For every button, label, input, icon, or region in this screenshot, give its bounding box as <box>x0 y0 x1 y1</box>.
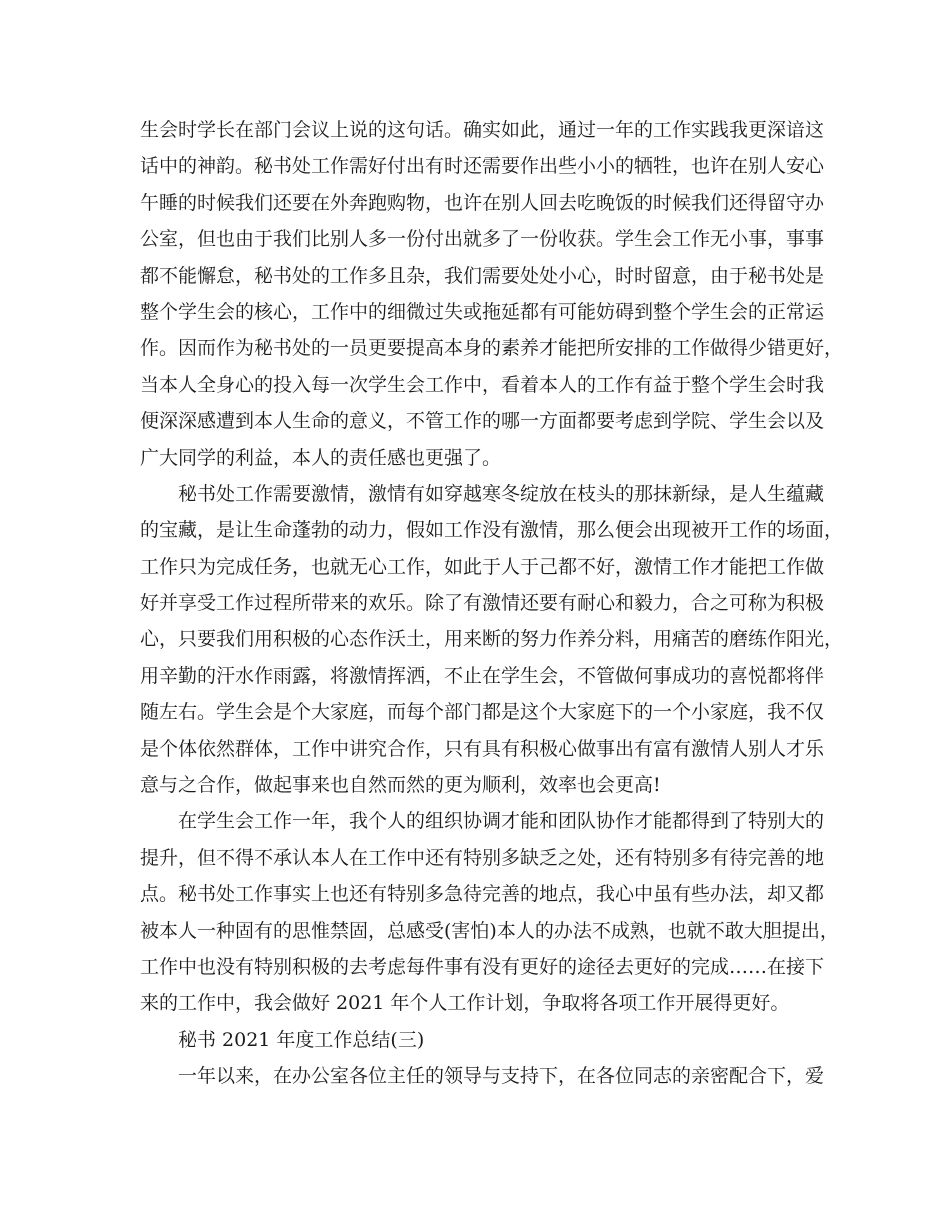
paragraph-end-line: 意与之合作，做起事来也自然而然的更为顺利，效率也会更高! <box>140 774 661 797</box>
text-line: 提升，但不得不承认本人在工作中还有特别多缺乏之处，还有特别多有待完善的地 <box>140 846 825 869</box>
paragraph-first-line: 秘书处工作需要激情，激情有如穿越寒冬绽放在枝头的那抹新绿，是人生蕴藏 <box>178 482 825 505</box>
text-line: 话中的神韵。秘书处工作需好付出有时还需要作出些小小的牺牲，也许在别人安心 <box>140 155 825 178</box>
paragraph-first-line: 一年以来，在办公室各位主任的领导与支持下，在各位同志的亲密配合下，爱 <box>178 1065 825 1088</box>
text-line: 便深深感遭到本人生命的意义，不管工作的哪一方面都要考虑到学院、学生会以及 <box>140 410 825 433</box>
text-line: 工作中也没有特别积极的去考虑每件事有没有更好的途径去更好的完成……在接下 <box>140 955 825 978</box>
section-heading: 秘书 2021 年度工作总结(三) <box>178 1028 425 1051</box>
text-line: 工作只为完成任务，也就无心工作，如此于人于己都不好，激情工作才能把工作做 <box>140 555 825 578</box>
paragraph-first-line: 在学生会工作一年，我个人的组织协调才能和团队协作才能都得到了特别大的 <box>178 810 825 833</box>
paragraph-end-line: 来的工作中，我会做好 2021 年个人工作计划，争取将各项工作开展得更好。 <box>140 992 790 1015</box>
text-line: 被本人一种固有的思惟禁固，总感受(害怕)本人的办法不成熟，也就不敢大胆提出， <box>140 919 839 942</box>
text-line: 是个体依然群体，工作中讲究合作，只有具有积极心做事出有富有激情人别人才乐 <box>140 737 825 760</box>
text-line: 的宝藏，是让生命蓬勃的动力，假如工作没有激情，那么便会出现被开工作的场面， <box>140 519 844 542</box>
text-line: 都不能懈怠，秘书处的工作多且杂，我们需要处处小心，时时留意，由于秘书处是 <box>140 264 825 287</box>
text-line: 当本人全身心的投入每一次学生会工作中，看着本人的工作有益于整个学生会时我 <box>140 373 825 396</box>
text-line: 用辛勤的汗水作雨露，将激情挥洒，不止在学生会，不管做何事成功的喜悦都将伴 <box>140 664 825 687</box>
text-line: 整个学生会的核心，工作中的细微过失或拖延都有可能妨碍到整个学生会的正常运 <box>140 300 825 323</box>
paragraph-end-line: 广大同学的利益，本人的责任感也更强了。 <box>140 446 502 469</box>
document-body <box>140 112 844 1095</box>
text-line: 好并享受工作过程所带来的欢乐。除了有激情还要有耐心和毅力，合之可称为积极 <box>140 592 825 615</box>
text-line: 作。因而作为秘书处的一员更要提高本身的素养才能把所安排的工作做得少错更好， <box>140 337 844 360</box>
text-line: 心，只要我们用积极的心态作沃土，用来断的努力作养分料，用痛苦的磨练作阳光， <box>140 628 844 651</box>
text-line: 午睡的时候我们还要在外奔跑购物，也许在别人回去吃晚饭的时候我们还得留守办 <box>140 191 825 214</box>
text-line: 生会时学长在部门会议上说的这句话。确实如此，通过一年的工作实践我更深谙这 <box>140 119 825 141</box>
text-line: 公室，但也由于我们比别人多一份付出就多了一份收获。学生会工作无小事，事事 <box>140 228 825 251</box>
text-line: 随左右。学生会是个大家庭，而每个部门都是这个大家庭下的一个小家庭，我不仅 <box>140 701 825 724</box>
text-line: 点。秘书处工作事实上也还有特别多急待完善的地点，我心中虽有些办法，却又都 <box>140 883 825 906</box>
